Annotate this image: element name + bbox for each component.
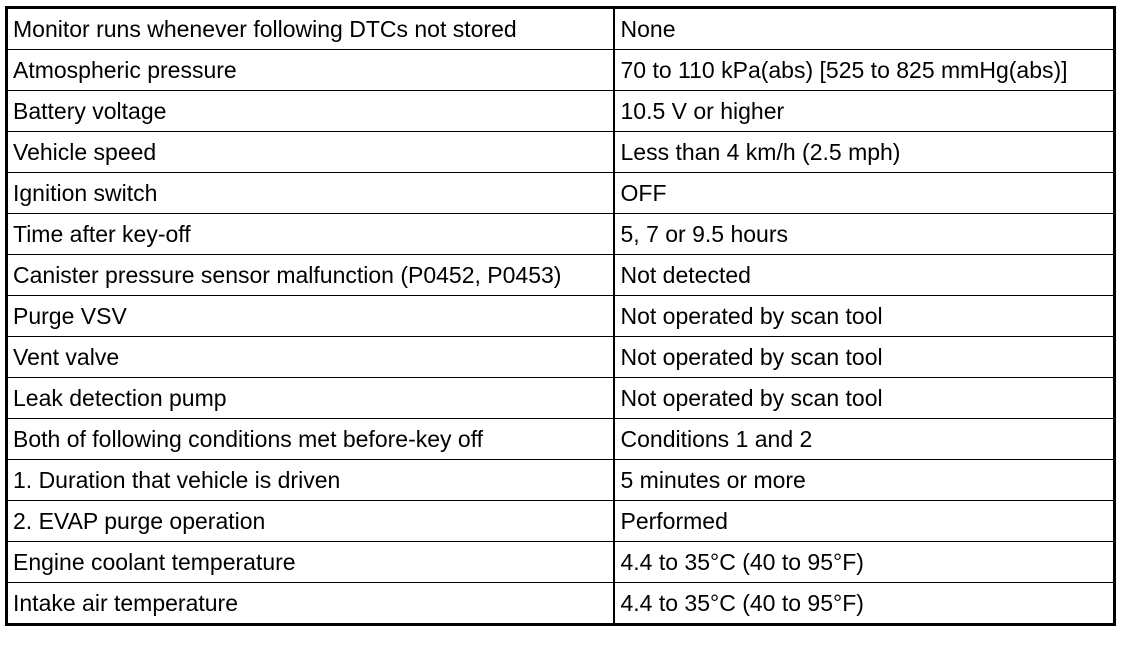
condition-item-cell: Atmospheric pressure	[7, 50, 614, 91]
condition-item-cell: Battery voltage	[7, 91, 614, 132]
table-row	[7, 337, 1115, 378]
condition-value-cell: Not operated by scan tool	[614, 378, 1115, 419]
table-row	[7, 50, 1115, 91]
condition-value-cell: 5, 7 or 9.5 hours	[614, 214, 1115, 255]
table-row	[7, 542, 1115, 583]
condition-item-cell: Intake air temperature	[7, 583, 614, 625]
condition-item-cell: 2. EVAP purge operation	[7, 501, 614, 542]
table-row	[7, 255, 1115, 296]
condition-value-cell: Performed	[614, 501, 1115, 542]
table-row	[7, 296, 1115, 337]
table-row	[7, 501, 1115, 542]
condition-value-cell: 10.5 V or higher	[614, 91, 1115, 132]
condition-item-cell: Monitor runs whenever following DTCs not stored	[7, 8, 614, 50]
condition-value-cell: 4.4 to 35°C (40 to 95°F)	[614, 542, 1115, 583]
condition-item-cell: Both of following conditions met before-key off	[7, 419, 614, 460]
condition-item-cell: Purge VSV	[7, 296, 614, 337]
condition-item-cell: Canister pressure sensor malfunction (P0452, P0453)	[7, 255, 614, 296]
condition-value-cell: 4.4 to 35°C (40 to 95°F)	[614, 583, 1115, 625]
condition-value-cell: 5 minutes or more	[614, 460, 1115, 501]
condition-value-cell: OFF	[614, 173, 1115, 214]
table-row	[7, 214, 1115, 255]
condition-value-cell: Not operated by scan tool	[614, 296, 1115, 337]
condition-item-cell: Vehicle speed	[7, 132, 614, 173]
table-row	[7, 460, 1115, 501]
table-row	[7, 419, 1115, 460]
condition-item-cell: Engine coolant temperature	[7, 542, 614, 583]
condition-value-cell: Conditions 1 and 2	[614, 419, 1115, 460]
table-body	[7, 8, 1115, 625]
condition-item-cell: Leak detection pump	[7, 378, 614, 419]
table-row	[7, 173, 1115, 214]
condition-item-cell: Ignition switch	[7, 173, 614, 214]
condition-item-cell: Vent valve	[7, 337, 614, 378]
table-row	[7, 132, 1115, 173]
table-row	[7, 91, 1115, 132]
condition-value-cell: Not operated by scan tool	[614, 337, 1115, 378]
monitor-conditions-table	[5, 6, 1116, 626]
condition-value-cell: None	[614, 8, 1115, 50]
condition-value-cell: Not detected	[614, 255, 1115, 296]
table-row	[7, 8, 1115, 50]
table-row	[7, 583, 1115, 625]
table-row	[7, 378, 1115, 419]
condition-value-cell: 70 to 110 kPa(abs) [525 to 825 mmHg(abs)]	[614, 50, 1115, 91]
condition-item-cell: 1. Duration that vehicle is driven	[7, 460, 614, 501]
condition-item-cell: Time after key-off	[7, 214, 614, 255]
condition-value-cell: Less than 4 km/h (2.5 mph)	[614, 132, 1115, 173]
